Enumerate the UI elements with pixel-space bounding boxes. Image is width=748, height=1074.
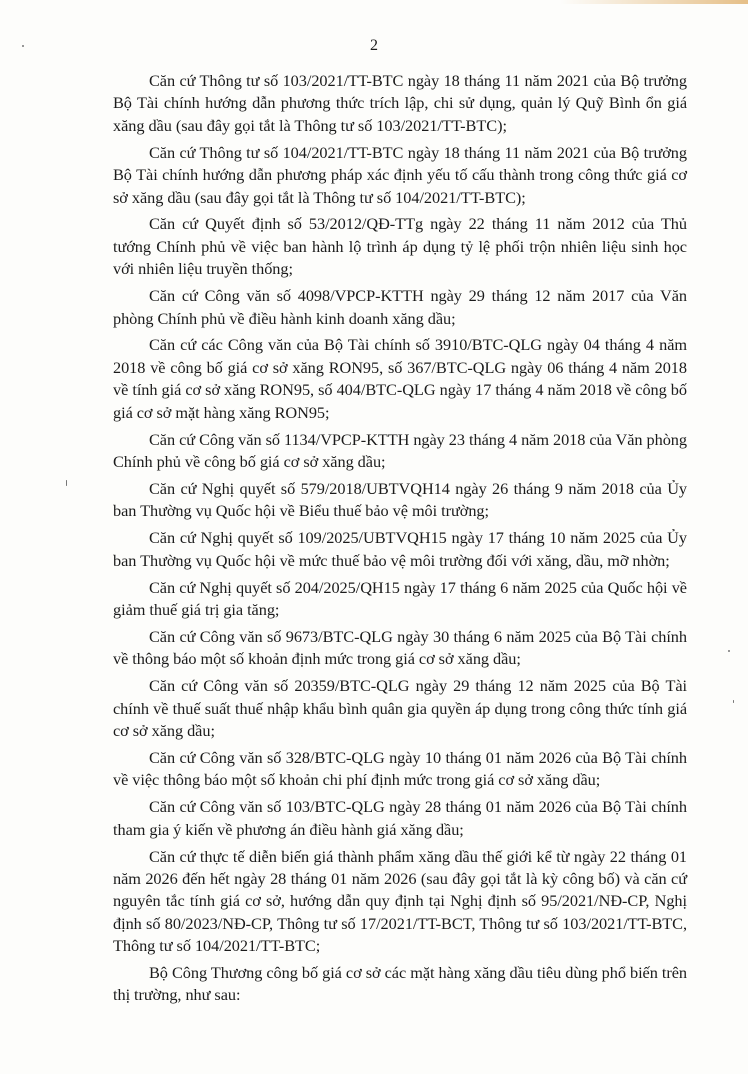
paragraph-thong-tu-103: Căn cứ Thông tư số 103/2021/TT-BTC ngày 18 tháng 11 năm 2021 của Bộ trưởng Bộ Tài chính hướng dẫn phương thức trích lập, chi sử dụng, quản lý Quỹ Bình ổn giá xăng dầu (sau đây gọi tắt là Thông tư số 103/2021/TT-BTC); [113, 71, 687, 135]
paragraph-nghi-quyet-109: Căn cứ Nghị quyết số 109/2025/UBTVQH15 ngày 17 tháng 10 năm 2025 của Ủy ban Thường vụ Quốc hội về mức thuế bảo vệ môi trường đối với xăng, dầu, mỡ nhờn; [113, 528, 687, 570]
paragraph-cong-van-328: Căn cứ Công văn số 328/BTC-QLG ngày 10 tháng 01 năm 2026 của Bộ Tài chính về việc thông báo một số khoản chi phí định mức trong giá cơ sở xăng dầu; [113, 747, 687, 790]
paragraph-cong-van-20359: Căn cứ Công văn số 20359/BTC-QLG ngày 29 tháng 12 năm 2025 của Bộ Tài chính về thuế suất thuế nhập khẩu bình quân gia quyền áp dụng trong công thức tính giá cơ sở xăng dầu; [113, 676, 687, 740]
paragraph-nghi-quyet-204: Căn cứ Nghị quyết số 204/2025/QH15 ngày 17 tháng 6 năm 2025 của Quốc hội về giảm thuế giá trị gia tăng; [113, 577, 687, 619]
scan-speck [733, 700, 734, 703]
paragraph-cong-bo: Bộ Công Thương công bố giá cơ sở các mặt hàng xăng dầu tiêu dùng phổ biến trên thị trường, như sau: [113, 963, 687, 1005]
paragraph-cong-van-103: Căn cứ Công văn số 103/BTC-QLG ngày 28 tháng 01 năm 2026 của Bộ Tài chính tham gia ý kiến về phương án điều hành giá xăng dầu; [113, 797, 687, 839]
paragraph-cong-van-btc-ron95: Căn cứ các Công văn của Bộ Tài chính số 3910/BTC-QLG ngày 04 tháng 4 năm 2018 về công bố giá cơ sở xăng RON95, số 367/BTC-QLG ngày 06 tháng 4 năm 2018 về tính giá cơ sở xăng RON95, số 404/BTC-QLG ngày 17 tháng 4 năm 2018 về công bố giá cơ sở mặt hàng xăng RON95; [113, 335, 687, 422]
scan-speck [728, 650, 730, 652]
paragraph-cong-van-9673: Căn cứ Công văn số 9673/BTC-QLG ngày 30 tháng 6 năm 2025 của Bộ Tài chính về thông báo một số khoản định mức trong giá cơ sở xăng dầu; [113, 626, 687, 669]
paragraph-cong-van-1134: Căn cứ Công văn số 1134/VPCP-KTTH ngày 23 tháng 4 năm 2018 của Văn phòng Chính phủ về công bố giá cơ sở xăng dầu; [113, 429, 687, 471]
paragraph-thong-tu-104: Căn cứ Thông tư số 104/2021/TT-BTC ngày 18 tháng 11 năm 2021 của Bộ trưởng Bộ Tài chính hướng dẫn phương pháp xác định yếu tố cấu thành trong công thức giá cơ sở xăng dầu (sau đây gọi tắt là Thông tư số 104/2021/TT-BTC); [113, 142, 687, 207]
scan-speck [22, 45, 24, 47]
paragraph-cong-van-4098: Căn cứ Công văn số 4098/VPCP-KTTH ngày 29 tháng 12 năm 2017 của Văn phòng Chính phủ về điều hành kinh doanh xăng dầu; [113, 286, 687, 328]
paragraph-quyet-dinh-53: Căn cứ Quyết định số 53/2012/QĐ-TTg ngày 22 tháng 11 năm 2012 của Thủ tướng Chính phủ về việc ban hành lộ trình áp dụng tỷ lệ phối trộn nhiên liệu sinh học với nhiên liệu truyền thống; [113, 214, 687, 279]
scan-edge-mark [560, 0, 748, 4]
paragraph-thuc-te-dien-bien: Căn cứ thực tế diễn biến giá thành phẩm xăng dầu thế giới kể từ ngày 22 tháng 01 năm 2026 đến hết ngày 28 tháng 01 năm 2026 (sau đây gọi tắt là kỳ công bố) và căn cứ nguyên tắc tính giá cơ sở, hướng dẫn quy định tại Nghị định số 95/2021/NĐ-CP, Nghị định số 80/2023/NĐ-CP, Thông tư số 17/2021/TT-BCT, Thông tư số 103/2021/TT-BTC, Thông tư số 104/2021/TT-BTC; [113, 846, 687, 956]
paragraph-nghi-quyet-579: Căn cứ Nghị quyết số 579/2018/UBTVQH14 ngày 26 tháng 9 năm 2018 của Ủy ban Thường vụ Quốc hội về Biểu thuế bảo vệ môi trường; [113, 478, 687, 521]
page-number: 2 [370, 37, 378, 54]
scan-speck [66, 480, 67, 486]
document-body [113, 70, 687, 1011]
